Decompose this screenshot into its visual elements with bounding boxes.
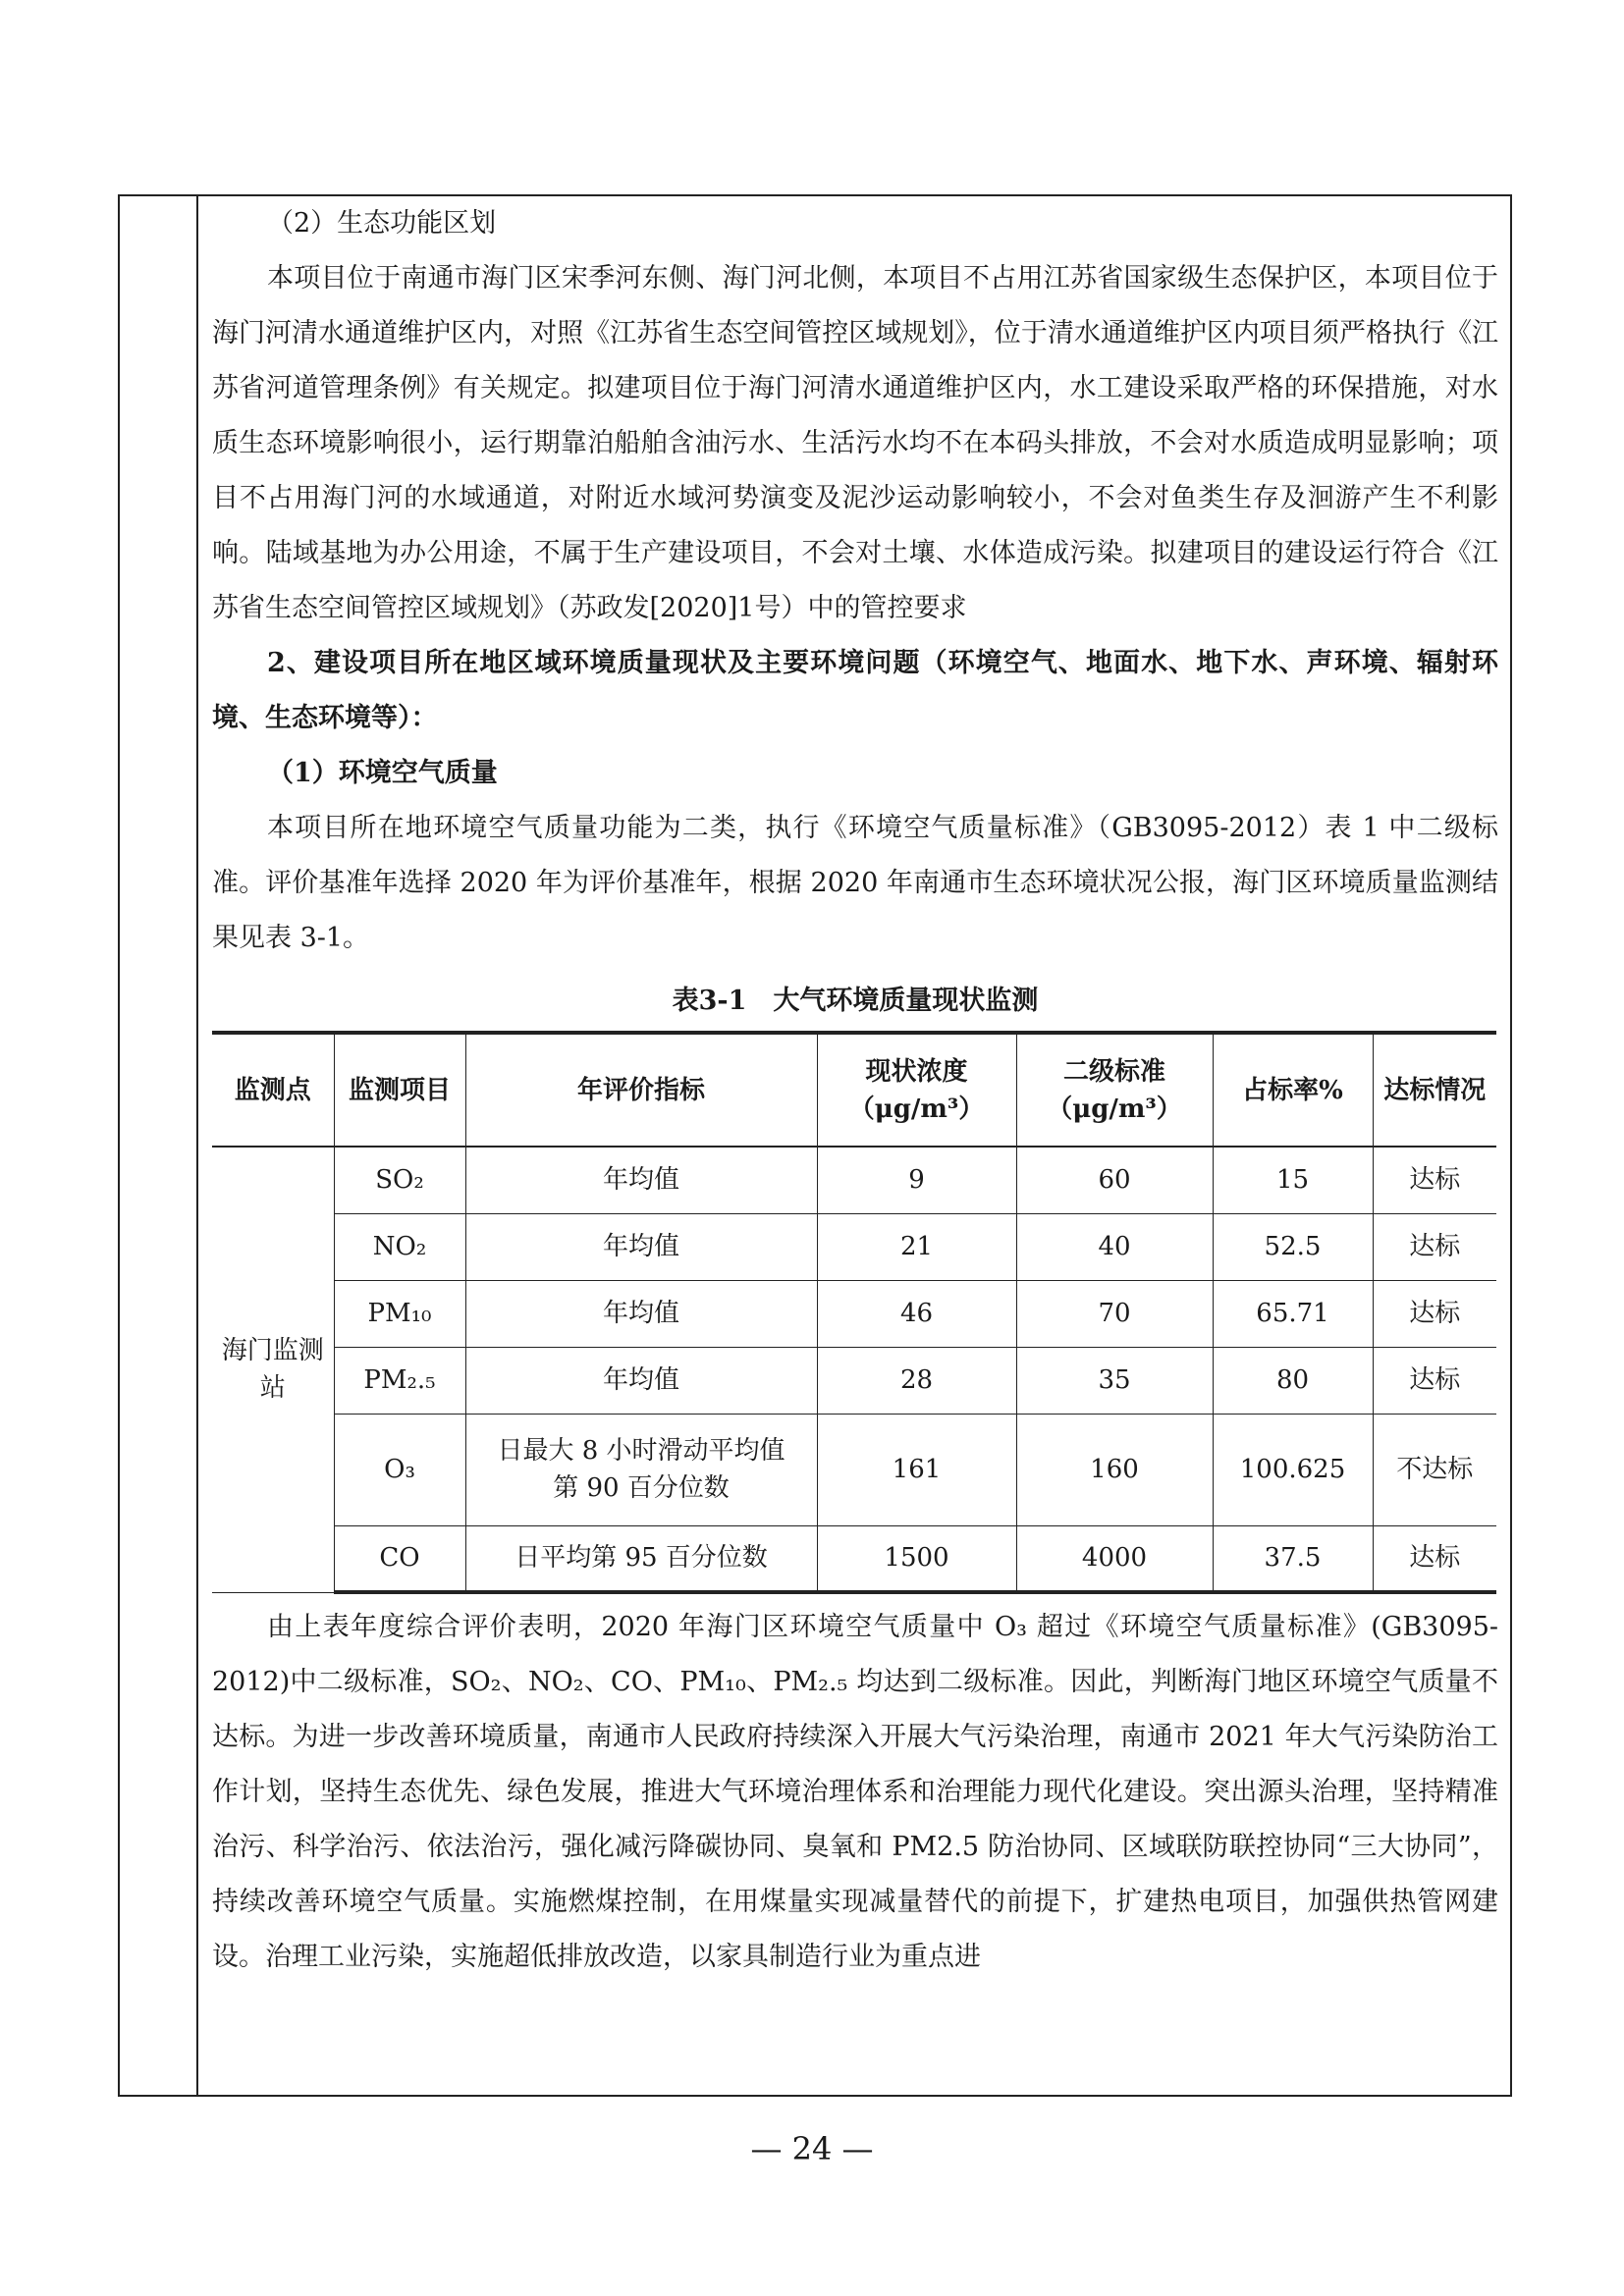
air-quality-paragraph: 本项目所在地环境空气质量功能为二类，执行《环境空气质量标准》（GB3095-2012）表 1 中二级标准。评价基准年选择 2020 年为评价基准年，根据 2020 年南通市生态环境状况公报，海门区环境质量监测结果见表 3-1。 xyxy=(212,813,1498,953)
eco-heading: （2）生态功能区划 xyxy=(267,208,497,239)
cell-item: PM₁₀ xyxy=(334,1280,465,1347)
cell-conc: 28 xyxy=(817,1347,1016,1414)
header-site: 监测点 xyxy=(212,1033,334,1147)
header-ratio: 占标率% xyxy=(1213,1033,1373,1147)
cell-conc: 9 xyxy=(817,1147,1016,1213)
table-row xyxy=(212,1280,1496,1347)
table-row xyxy=(212,1147,1496,1213)
eco-paragraph: 本项目位于南通市海门区宋季河东侧、海门河北侧，本项目不占用江苏省国家级生态保护区，本项目位于海门河清水通道维护区内，对照《江苏省生态空间管控区域规划》，位于清水通道维护区内项目须严格执行《江苏省河道管理条例》有关规定。拟建项目位于海门河清水通道维护区内，水工建设采取严格的环保措施，对水质生态环境影响很小，运行期靠泊船舶含油污水、生活污水均不在本码头排放，不会对水质造成明显影响；项目不占用海门河的水域通道，对附近水域河势演变及泥沙运动影响较小，不会对鱼类生存及洄游产生不利影响。陆域基地为办公用途，不属于生产建设项目，不会对土壤、水体造成污染。拟建项目的建设运行符合《江苏省生态空间管控区域规划》（苏政发[2020]1号）中的管控要求 xyxy=(212,263,1498,623)
header-standard: 二级标准（μg/m³） xyxy=(1016,1033,1213,1147)
cell-std: 4000 xyxy=(1016,1525,1213,1592)
cell-status: 达标 xyxy=(1373,1347,1496,1414)
left-column-divider xyxy=(196,196,198,2095)
table-row xyxy=(212,1213,1496,1280)
conclusion-paragraph: 由上表年度综合评价表明，2020 年海门区环境空气质量中 O₃ 超过《环境空气质量标准》(GB3095-2012)中二级标准，SO₂、NO₂、CO、PM₁₀、PM₂.₅ 均达到二级标准。因此，判断海门地区环境空气质量不达标。为进一步改善环境质量，南通市人民政府持续深入开展大气污染治理，南通市 2021 年大气污染防治工作计划，坚持生态优先、绿色发展，推进大气环境治理体系和治理能力现代化建设。突出源头治理，坚持精准治污、科学治污、依法治污，强化减污降碳协同、臭氧和 PM2.5 防治协同、区域联防联控协同“三大协同”，持续改善环境空气质量。实施燃煤控制，在用煤量实现减量替代的前提下，扩建热电项目，加强供热管网建设。治理工业污染，实施超低排放改造，以家具制造行业为重点进 xyxy=(212,1612,1498,1972)
cell-conc: 1500 xyxy=(817,1525,1016,1592)
cell-status: 达标 xyxy=(1373,1280,1496,1347)
cell-conc: 21 xyxy=(817,1213,1016,1280)
cell-status: 不达标 xyxy=(1373,1414,1496,1525)
cell-ratio: 100.625 xyxy=(1213,1414,1373,1525)
cell-ratio: 15 xyxy=(1213,1147,1373,1213)
cell-conc: 46 xyxy=(817,1280,1016,1347)
air-quality-table xyxy=(212,1031,1496,1594)
cell-std: 60 xyxy=(1016,1147,1213,1213)
cell-status: 达标 xyxy=(1373,1525,1496,1592)
air-quality-heading: （1）环境空气质量 xyxy=(267,758,498,788)
header-item: 监测项目 xyxy=(334,1033,465,1147)
cell-std: 70 xyxy=(1016,1280,1213,1347)
header-status: 达标情况 xyxy=(1373,1033,1496,1147)
cell-ratio: 52.5 xyxy=(1213,1213,1373,1280)
cell-indicator: 年均值 xyxy=(465,1347,817,1414)
cell-item: O₃ xyxy=(334,1414,465,1525)
cell-status: 达标 xyxy=(1373,1213,1496,1280)
page-number: — 24 — xyxy=(750,2130,874,2167)
cell-indicator: 年均值 xyxy=(465,1147,817,1213)
section2-heading: 2、建设项目所在地区域环境质量现状及主要环境问题（环境空气、地面水、地下水、声环境、辐射环境、生态环境等）： xyxy=(212,648,1498,733)
cell-item: CO xyxy=(334,1525,465,1592)
cell-indicator: 年均值 xyxy=(465,1213,817,1280)
cell-ratio: 80 xyxy=(1213,1347,1373,1414)
cell-item: PM₂.₅ xyxy=(334,1347,465,1414)
cell-ratio: 65.71 xyxy=(1213,1280,1373,1347)
cell-item: NO₂ xyxy=(334,1213,465,1280)
cell-std: 160 xyxy=(1016,1414,1213,1525)
table-row xyxy=(212,1414,1496,1525)
header-concentration: 现状浓度（μg/m³） xyxy=(817,1033,1016,1147)
cell-item: SO₂ xyxy=(334,1147,465,1213)
table-row xyxy=(212,1525,1496,1592)
table-title: 表3-1 大气环境质量现状监测 xyxy=(672,986,1039,1016)
header-indicator: 年评价指标 xyxy=(465,1033,817,1147)
cell-ratio: 37.5 xyxy=(1213,1525,1373,1592)
cell-indicator: 日最大 8 小时滑动平均值第 90 百分位数 xyxy=(465,1414,817,1525)
cell-indicator: 日平均第 95 百分位数 xyxy=(465,1525,817,1592)
page-content xyxy=(212,196,1498,1985)
cell-conc: 161 xyxy=(817,1414,1016,1525)
cell-indicator: 年均值 xyxy=(465,1280,817,1347)
cell-status: 达标 xyxy=(1373,1147,1496,1213)
table-row xyxy=(212,1347,1496,1414)
cell-std: 40 xyxy=(1016,1213,1213,1280)
site-name: 海门监测站 xyxy=(212,1147,334,1592)
cell-std: 35 xyxy=(1016,1347,1213,1414)
